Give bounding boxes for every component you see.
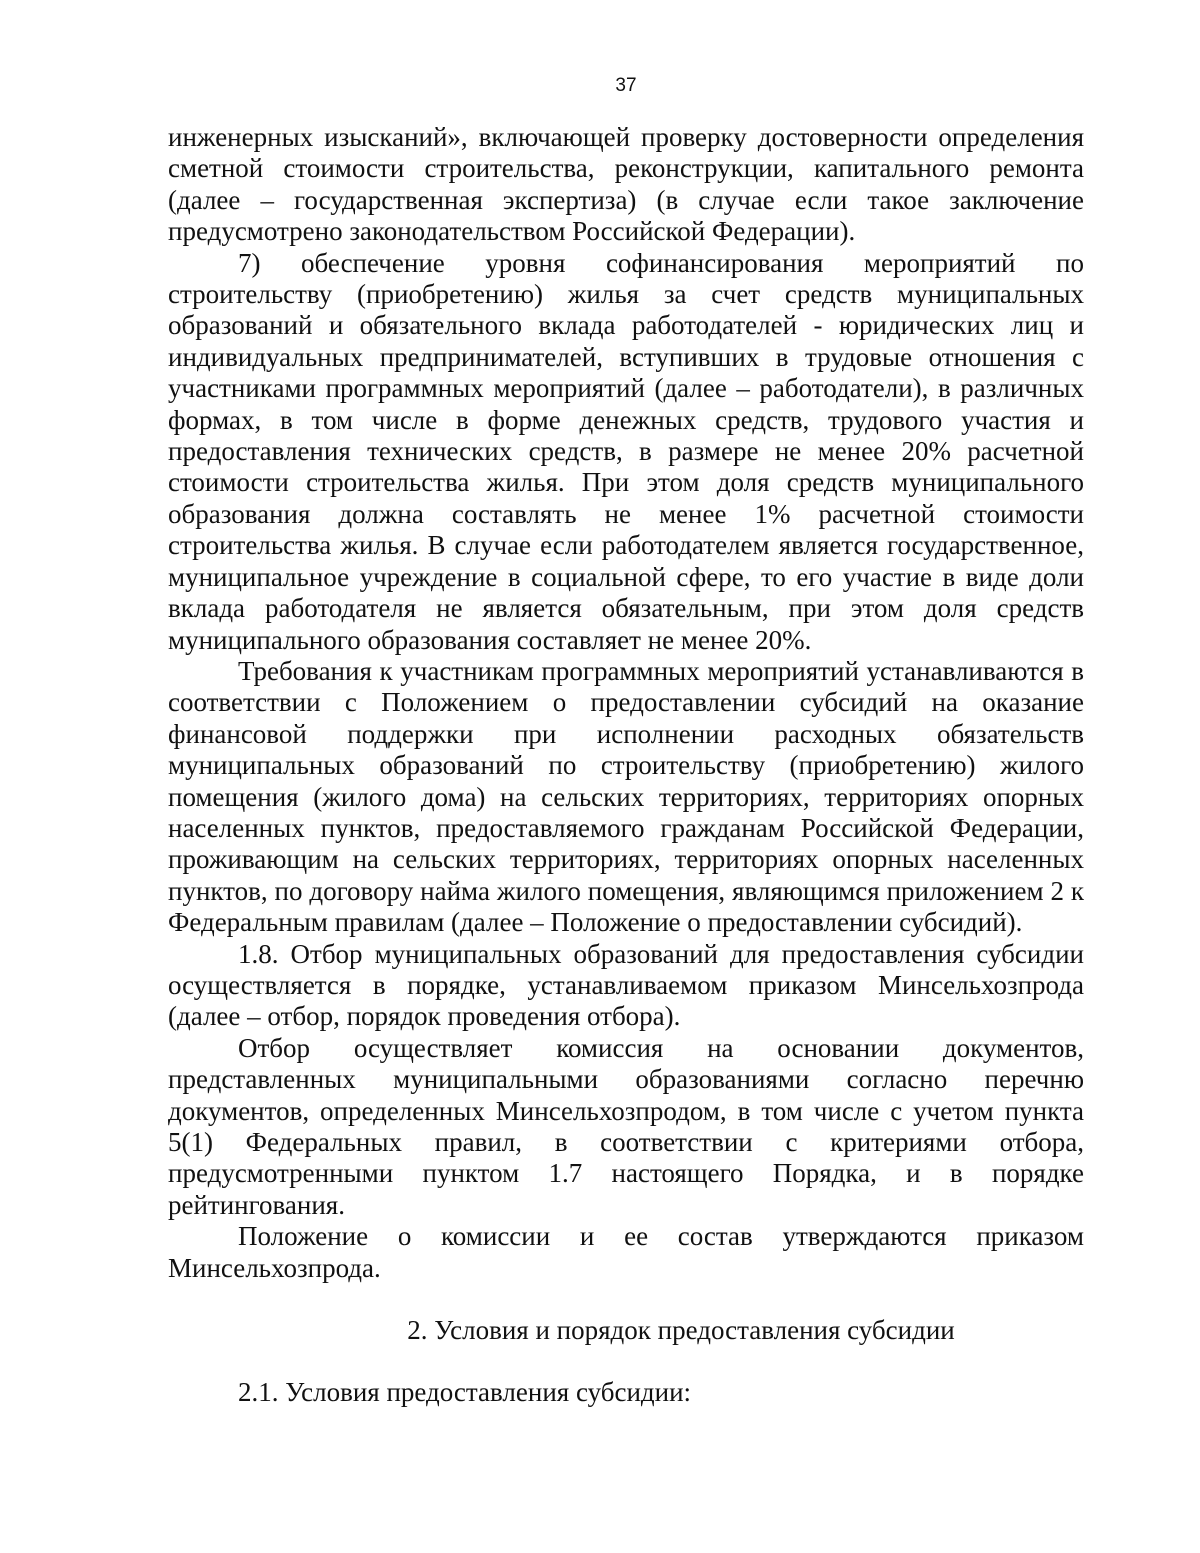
paragraph-continuation: инженерных изысканий», включающей проверку достоверности определения сметной стоимости строительства, реконструкции, капитального ремонта (далее – государственная экспертиза) (в случае если такое заключение предусмотрено законодательством Российской Федерации). (168, 122, 1084, 247)
paragraph-requirements: Требования к участникам программных мероприятий устанавливаются в соответствии с Положением о предоставлении субсидий на оказание финансовой поддержки при исполнении расходных обязательств муниципальных образований по строительству (приобретению) жилого помещения (жилого дома) на сельских территориях, территориях опорных населенных пунктов, предоставляемого гражданам Российской Федерации, проживающим на сельских территориях, территориях опорных населенных пунктов, по договору найма жилого помещения, являющимся приложением 2 к Федеральным правилам (далее – Положение о предоставлении субсидий). (168, 655, 1084, 938)
paragraph-1-8: 1.8. Отбор муниципальных образований для предоставления субсидии осуществляется в порядке, устанавливаемом приказом Минсельхозпрода (далее – отбор, порядок проведения отбора). (168, 938, 1084, 1032)
paragraph-item-7: 7) обеспечение уровня софинансирования мероприятий по строительству (приобретению) жилья за счет средств муниципальных образований и обязательного вклада работодателей - юридических лиц и индивидуальных предпринимателей, вступивших в трудовые отношения с участниками программных мероприятий (далее – работодатели), в различных формах, в том числе в форме денежных средств, трудового участия и предоставления технических средств, в размере не менее 20% расчетной стоимости строительства жилья. При этом доля средств муниципального образования должна составлять не менее 1% расчетной стоимости строительства жилья. В случае если работодателем является государственное, муниципальное учреждение в социальной сфере, то его участие в виде доли вклада работодателя не является обязательным, при этом доля средств муниципального образования составляет не менее 20%. (168, 247, 1084, 655)
document-body (168, 122, 1084, 1409)
paragraph-commission-approval: Положение о комиссии и ее состав утверждаются приказом Минсельхозпрода. (168, 1221, 1084, 1283)
section-heading: 2. Условия и порядок предоставления субсидии (407, 1315, 955, 1346)
subheading-2-1: 2.1. Условия предоставления субсидии: (238, 1377, 692, 1408)
paragraph-commission: Отбор осуществляет комиссия на основании документов, представленных муниципальными образованиями согласно перечню документов, определенных Минсельхозпродом, в том числе с учетом пункта 5(1) Федеральных правил, в соответствии с критериями отбора, предусмотренными пунктом 1.7 настоящего Порядка, и в порядке рейтингования. (168, 1032, 1084, 1220)
page-number: 37 (615, 75, 637, 96)
